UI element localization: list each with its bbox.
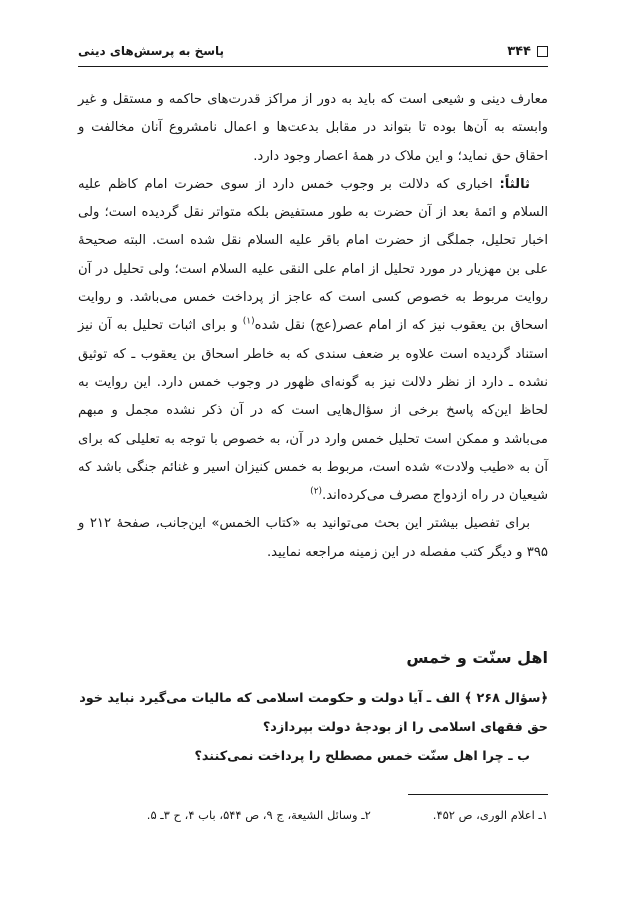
paragraph-2-text: اخباری که دلالت بر وجوب خمس دارد از سوی حضرت امام کاظم‌ عليه السلام و ائمهٔ بعد از آن حضرت به طور مستفیض بلکه متواتر نقل گردیده است؛ ولی اخبار تحلیل، جملگی از حضرت امام باقر عليه السلام نقل شده است. البته صحیحهٔ علی بن مهزیار در مورد تحلیل از امام علی النقی عليه السلام است؛ ولی تحلیل در آن روایت مربوط به خصوص کسی است که عاجز از پرداخت خمس می‌باشد. و روایت اسحاق بن یعقوب نیز که از امام عصر(عج) نقل شده <box>78 176 548 334</box>
body-text <box>78 86 548 567</box>
footnotes <box>78 808 548 822</box>
footnote-2: ۲ـ وسائل الشیعة، ج ۹، ص ۵۴۴، باب ۴، ح ۳ـ ۵. <box>146 808 371 822</box>
question-b: ب ـ چرا اهل سنّت خمس مصطلح را پرداخت نمی‌کنند؟ <box>194 749 530 764</box>
thirdly-label: ثالثاً: <box>499 176 530 192</box>
question-label: ﴿سؤال ۲۶۸ ﴾ <box>464 691 548 706</box>
question-block <box>78 684 548 771</box>
question-a <box>78 684 548 742</box>
question-a-text: الف ـ آیا دولت و حکومت اسلامی که مالیات می‌گیرد نباید خود حق فقهای اسلامی را از بودجهٔ دولت بپردازد؟ <box>79 691 548 735</box>
header-running-title: پاسخ به پرسش‌های دینی <box>78 44 225 58</box>
paragraph-2 <box>78 171 548 511</box>
paragraph-3: برای تفصیل بیشتر این بحث می‌توانید به «کتاب الخمس» این‌جانب، صفحهٔ ۲۱۲ و ۳۹۵ و دیگر کتب مفصله در این زمینه مراجعه نمایید. <box>78 516 548 560</box>
footnote-1: ۱ـ اعلام الوری، ص ۴۵۲. <box>432 808 548 822</box>
paragraph-2-cont: و برای اثبات تحلیل به آن نیز استناد گردیده است علاوه بر ضعف سندی که به خاطر اسحاق بن یعقوب ـ که توثیق نشده ـ دارد از نظر دلالت نیز به گونه‌ای ظهور در وجوب خمس دارد. این روایت به لحاظ این‌که پاسخ برخی از سؤال‌هایی است که در آن ذکر نشده مجمل و مبهم می‌باشد و ممکن است تحلیل خمس وارد در آن، به خصوص با توجه به تعلیلی که برای آن به «طیب ولادت» شده است، مربوط به خمس کنیزان اسیر و غنائم جنگی باشد که شیعیان در راه ازدواج مصرف می‌کرده‌اند. <box>78 318 548 504</box>
header-divider <box>78 66 548 67</box>
footnote-ref-2: (۲) <box>310 486 323 497</box>
header-page-number: ٣۴۴ <box>507 44 548 59</box>
footnote-divider <box>408 794 548 795</box>
section-title: اهل سنّت و خمس <box>406 648 548 667</box>
paragraph-1: معارف دینی و شیعی است که باید به دور از مراکز قدرت‌های حاکمه و مستقل و غیر وابسته به آن‌ها بوده تا بتواند در مقابل بدعت‌ها و اعمال نامشروع آنان مخالفت و احقاق حق نماید؛ و این ملاک در همهٔ اعصار وجود دارد. <box>78 92 548 164</box>
square-icon <box>537 46 548 57</box>
page-header <box>78 40 548 62</box>
footnote-ref-1: (۱) <box>242 316 255 327</box>
